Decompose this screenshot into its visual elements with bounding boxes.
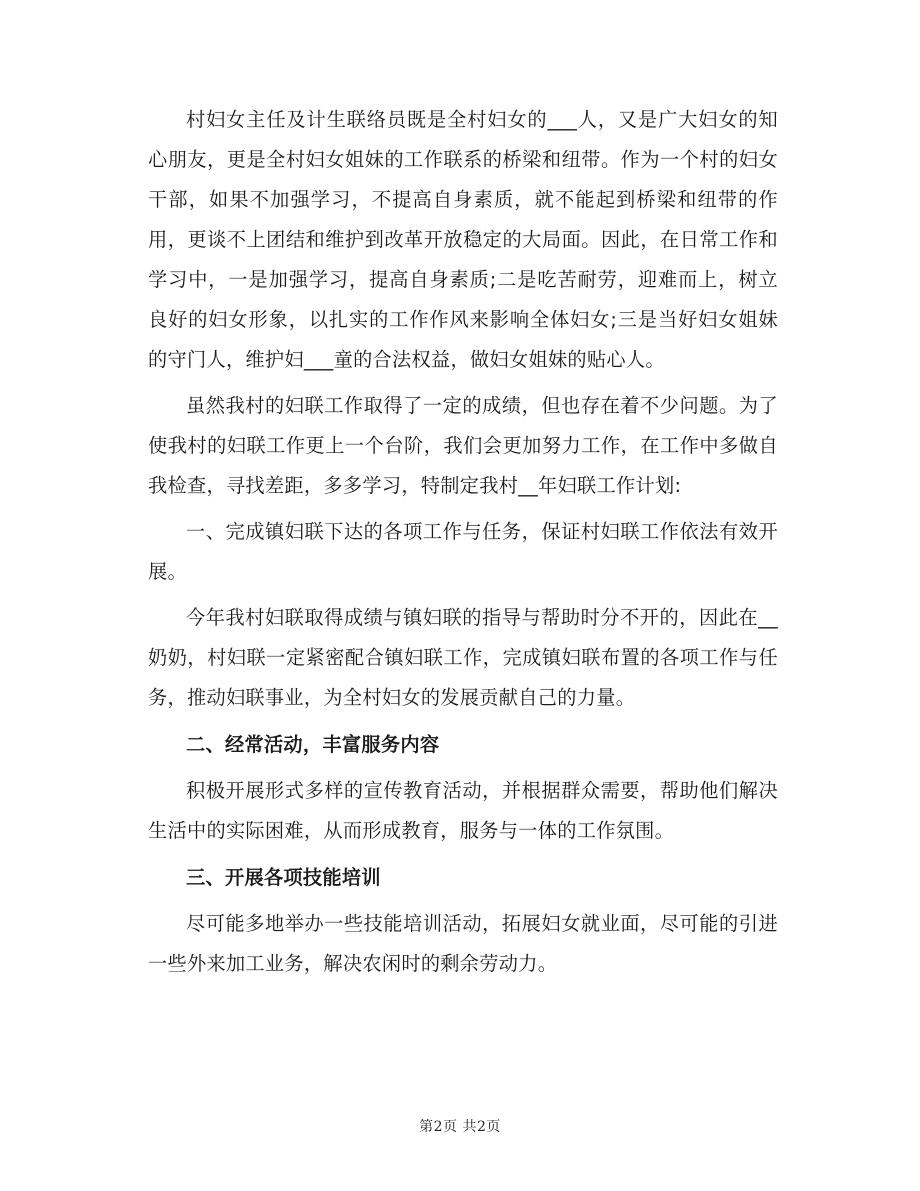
paragraph-section-two-detail: 积极开展形式多样的宣传教育活动，并根据群众需要，帮助他们解决生活中的实际困难，从而形成教育，服务与一体的工作氛围。 bbox=[148, 779, 778, 842]
heading-section-three: 三、开展各项技能培训 bbox=[186, 866, 381, 889]
paragraph-section-one: 一、完成镇妇联下达的各项工作与任务，保证村妇联工作依法有效开展。 bbox=[148, 520, 778, 583]
paragraph-plan-intro: 虽然我村的妇联工作取得了一定的成绩，但也存在着不少问题。为了使我村的妇联工作更上一个台阶，我们会更加努力工作，在工作中多做自我检查，寻找差距，多多学习，特制定我村__年妇联工作计划: bbox=[148, 394, 778, 497]
page-number-footer: 第2页 共2页 bbox=[419, 1119, 501, 1135]
paragraph-section-one-detail: 今年我村妇联取得成绩与镇妇联的指导与帮助时分不开的，因此在__奶奶，村妇联一定紧密配合镇妇联工作，完成镇妇联布置的各项工作与任务，推动妇联事业，为全村妇女的发展贡献自己的力量。 bbox=[148, 606, 778, 709]
paragraph-section-three-detail: 尽可能多地举办一些技能培训活动，拓展妇女就业面，尽可能的引进一些外来加工业务，解决农闲时的剩余劳动力。 bbox=[148, 912, 778, 975]
document-body bbox=[148, 100, 778, 984]
heading-section-two: 二、经常活动，丰富服务内容 bbox=[186, 733, 440, 756]
paragraph-women-director-role: 村妇女主任及计生联络员既是全村妇女的___人，又是广大妇女的知心朋友，更是全村妇女姐妹的工作联系的桥梁和纽带。作为一个村的妇女干部，如果不加强学习，不提高自身素质，就不能起到桥梁和纽带的作用，更谈不上团结和维护到改革开放稳定的大局面。因此，在日常工作和学习中，一是加强学习，提高自身素质;二是吃苦耐劳，迎难而上，树立良好的妇女形象，以扎实的工作作风来影响全体妇女;三是当好妇女姐妹的守门人，维护妇___童的合法权益，做妇女姐妹的贴心人。 bbox=[148, 108, 778, 371]
